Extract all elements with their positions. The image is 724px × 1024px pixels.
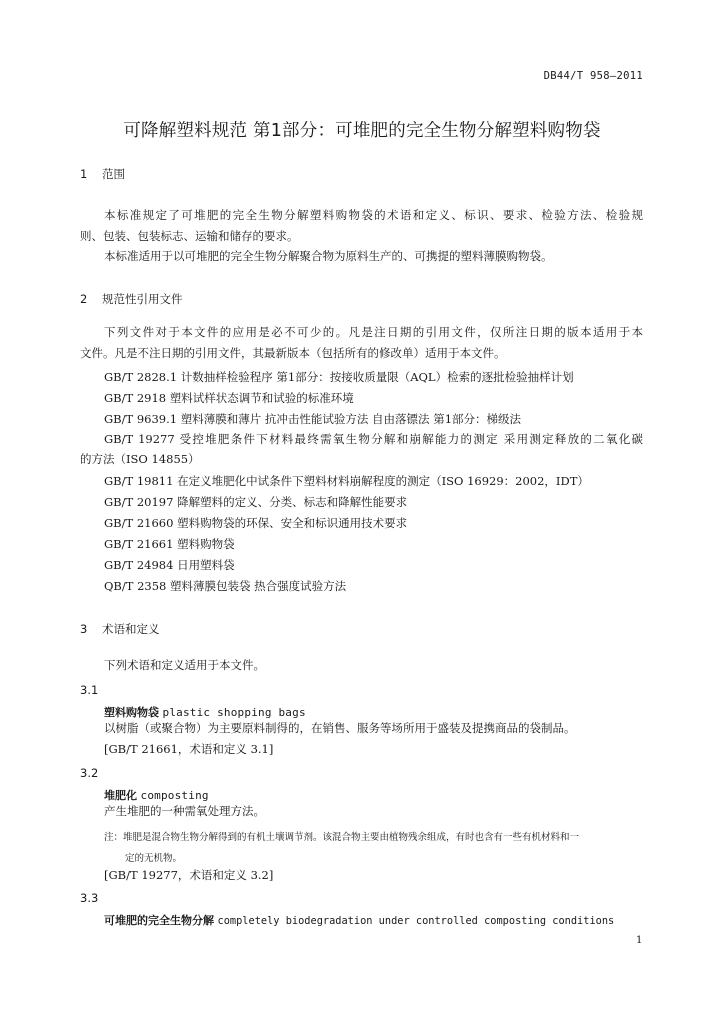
term-chinese: 堆肥化 — [104, 789, 137, 802]
paragraph-line: 本标准适用于以可堆肥的完全生物分解聚合物为原料生产的、可携提的塑料薄膜购物袋。 — [104, 249, 553, 263]
reference-item-continued: 的方法（ISO 14855） — [80, 452, 200, 466]
reference-item: QB/T 2358 塑料薄膜包装袋 热合强度试验方法 — [104, 579, 347, 593]
reference-item: GB/T 9639.1 塑料薄膜和薄片 抗冲击性能试验方法 自由落镖法 第1部分：梯级法 — [104, 412, 522, 426]
term-note: 注：堆肥是混合物生物分解得到的有机土壤调节剂。该混合物主要由植物残余组成，有时也含有一些有机材料和一 — [104, 832, 580, 843]
section-title: 术语和定义 — [102, 622, 160, 636]
paragraph-line: 文件。凡是不注日期的引用文件，其最新版本（包括所有的修改单）适用于本文件。 — [80, 346, 506, 360]
reference-item: GB/T 21660 塑料购物袋的环保、安全和标识通用技术要求 — [104, 516, 408, 530]
reference-item: GB/T 24984 日用塑料袋 — [104, 558, 235, 572]
reference-item: GB/T 20197 降解塑料的定义、分类、标志和降解性能要求 — [104, 495, 408, 509]
term-english: plastic shopping bags — [162, 706, 306, 719]
reference-item: GB/T 21661 塑料购物袋 — [104, 537, 235, 551]
section-number: 1 — [80, 167, 88, 181]
section-title: 规范性引用文件 — [102, 292, 183, 306]
section-2-heading — [80, 291, 183, 307]
paragraph-line: 下列术语和定义适用于本文件。 — [104, 658, 265, 672]
term-number: 3.1 — [80, 683, 99, 697]
reference-item: GB/T 2918 塑料试样状态调节和试验的标准环境 — [104, 391, 354, 405]
reference-item: GB/T 19277 受控堆肥条件下材料最终需氧生物分解和崩解能力的测定 采用测定释放的二氧化碳 — [104, 432, 643, 446]
paragraph-line: 本标准规定了可堆肥的完全生物分解塑料购物袋的术语和定义、标识、要求、检验方法、检验规 — [104, 208, 643, 222]
term-definition: 产生堆肥的一种需氧处理方法。 — [104, 804, 265, 818]
term-entry — [104, 912, 614, 928]
reference-item: GB/T 19811 在定义堆肥化中试条件下塑料材料崩解程度的测定（ISO 16929：2002，IDT） — [104, 474, 589, 488]
standard-code: DB44/T 958—2011 — [543, 70, 643, 82]
term-entry — [104, 787, 209, 803]
term-english: completely biodegradation under controlled composting conditions — [217, 915, 615, 927]
term-source: [GB/T 19277，术语和定义 3.2] — [104, 868, 274, 882]
document-title: 可降解塑料规范 第1部分：可堆肥的完全生物分解塑料购物袋 — [123, 121, 601, 141]
term-number: 3.3 — [80, 891, 99, 905]
section-1-heading — [80, 166, 125, 182]
term-note-continued: 定的无机物。 — [125, 853, 183, 864]
section-3-heading — [80, 621, 160, 637]
section-number: 2 — [80, 292, 88, 306]
page-number: 1 — [636, 935, 643, 946]
term-chinese: 可堆肥的完全生物分解 — [104, 914, 214, 927]
section-number: 3 — [80, 622, 88, 636]
term-english: composting — [140, 789, 209, 802]
term-entry — [104, 704, 306, 720]
term-definition: 以树脂（或聚合物）为主要原料制得的，在销售、服务等场所用于盛装及提携商品的袋制品。 — [104, 721, 576, 735]
reference-item: GB/T 2828.1 计数抽样检验程序 第1部分：按接收质量限（AQL）检索的逐批检验抽样计划 — [104, 370, 574, 384]
term-source: [GB/T 21661，术语和定义 3.1] — [104, 742, 274, 756]
section-title: 范围 — [102, 167, 125, 181]
term-number: 3.2 — [80, 766, 99, 780]
paragraph-line: 下列文件对于本文件的应用是必不可少的。凡是注日期的引用文件，仅所注日期的版本适用于本 — [104, 325, 643, 339]
term-chinese: 塑料购物袋 — [104, 706, 159, 719]
paragraph-line: 则、包装、包装标志、运输和储存的要求。 — [80, 229, 299, 243]
